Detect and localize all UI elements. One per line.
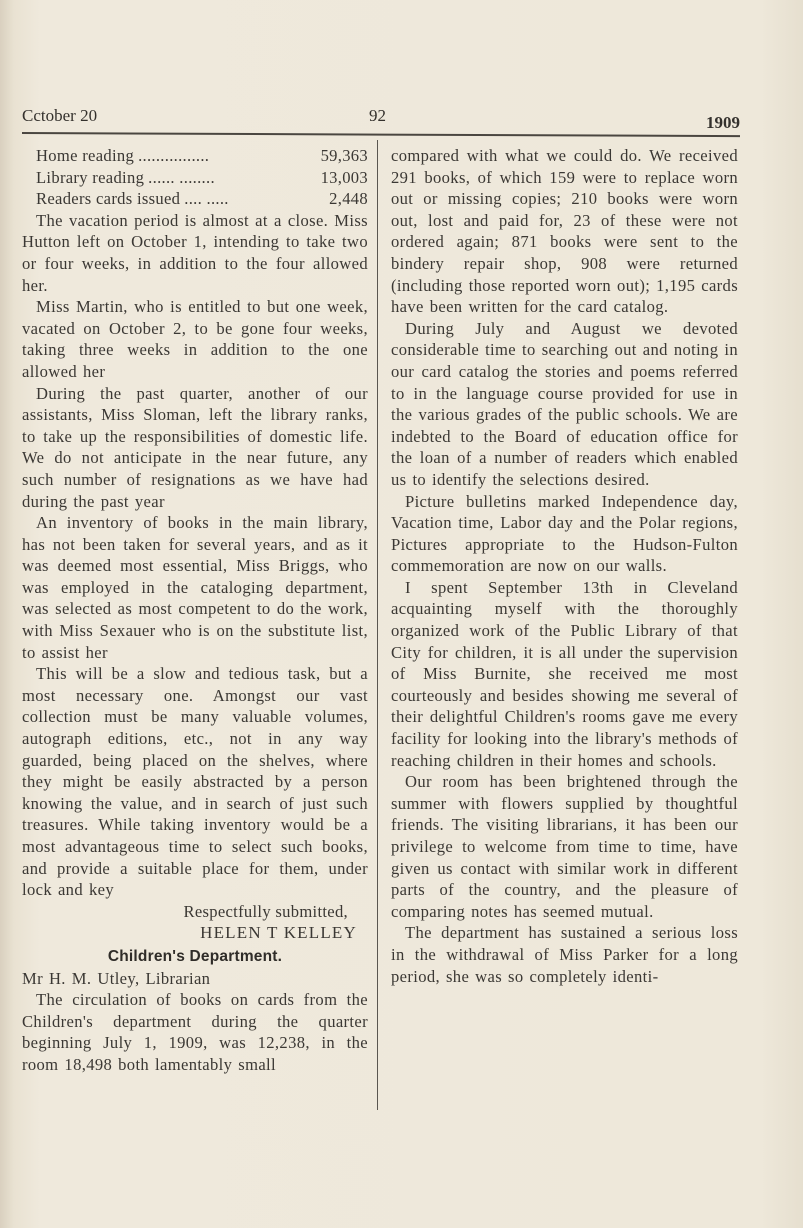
leader-dots: ................ — [138, 146, 210, 165]
page-number: 92 — [369, 106, 386, 125]
left-column — [22, 145, 368, 1076]
header-year: 1909 — [706, 113, 740, 132]
paragraph: The vacation period is almost at a close. Miss Hutton left on October 1, intending to take two or four weeks, in addition to the four allowed her. — [22, 210, 368, 295]
header-rule — [22, 132, 740, 137]
stat-row-home-reading — [22, 145, 368, 167]
stat-label: Home reading — [36, 146, 135, 165]
header-date: Cctober 20 — [22, 106, 98, 125]
running-header — [22, 100, 740, 132]
paragraph: I spent September 13th in Cleveland acquainting myself with the thoroughly organized work of the Public Library of that City for children, it is all under the supervision of Miss Burnite, she received me most courteously and besides showing me several of their delightful Children's rooms gave me every facility for looking into the library's methods of reaching children in their homes and schools. — [391, 577, 738, 770]
stat-label: Library reading — [36, 167, 145, 187]
paragraph: This will be a slow and tedious task, but a most necessary one. Amongst our vast collection must be many valuable volumes, autograph editions, etc., not in any way guarded, being placed on the shelves, where they might be easily abstracted by a person knowing the value, and in search of just such treasures. While taking inventory would be a most advantageous time to select such books, and provide a suitable place for them, under lock and key — [22, 664, 368, 900]
paragraph: Our room has been brightened through the summer with flowers supplied by thoughtful friends. The visiting librarians, it has been our privilege to welcome from time to time, have given us contact with similar work in different parts of the country, and the pleasure of comparing notes has seemed mutual. — [391, 772, 738, 921]
stat-value: 2,448 — [329, 189, 368, 209]
stat-value: 13,003 — [320, 167, 368, 187]
stat-row-readers-cards — [22, 188, 368, 210]
paragraph: Picture bulletins marked Independence day, Vacation time, Labor day and the Polar regions, Pictures appropriate to the Hudson-Fulton commemoration are now on our walls. — [391, 491, 738, 576]
stat-label: Readers cards issued — [36, 189, 181, 209]
section-title: Children's Department. — [107, 947, 283, 965]
leader-dots: ...... ........ — [148, 167, 215, 187]
stat-row-library-reading — [22, 167, 368, 189]
paragraph: During the past quarter, another of our assistants, Miss Sloman, left the library ranks, to take up the responsibilities of domestic life. We do not anticipate in the near future, any such number of resignations as we have had during the past year — [22, 383, 368, 511]
stat-value: 59,363 — [320, 146, 368, 165]
paragraph: The department has sustained a serious loss in the withdrawal of Miss Parker for a long period, she was so completely identi- — [391, 923, 738, 986]
right-column — [391, 145, 738, 987]
signoff: Respectfully submitted, — [183, 901, 348, 921]
salutation: Mr H. M. Utley, Librarian — [22, 968, 211, 988]
column-divider — [377, 140, 378, 1110]
paragraph: The circulation of books on cards from the Children's department during the quarter beginning July 1, 1909, was 12,238, in the room 18,498 both lamentably small — [22, 990, 368, 1074]
paragraph: compared with what we could do. We received 291 books, of which 159 were to replace worn out or missing copies; 210 books were worn out, lost and paid for, 23 of these were not ordered again; 871 books were sent to the bindery repair shop, 908 were returned (including those reported worn out); 1,195 cards have been written for the card catalog. — [391, 146, 738, 317]
paragraph: An inventory of books in the main library, has not been taken for several years, and as it was deemed most essential, Miss Briggs, who was employed in the cataloging department, was selected as most competent to do the work, with Miss Sexauer who is on the substitute list, to assist her — [22, 513, 368, 662]
signature: HELEN T KELLEY — [200, 923, 357, 943]
paragraph: During July and August we devoted considerable time to searching out and noting in our card catalog the stories and poems referred to in the language course provided for use in the various grades of the public schools. We are indebted to the Board of education office for the loan of a number of readers which enabled us to identify the selections desired. — [391, 318, 738, 489]
paragraph: Miss Martin, who is entitled to but one week, vacated on October 2, to be gone four weeks, taking three weeks in addition to the one allowed her — [22, 297, 368, 381]
leader-dots: .... ..... — [184, 189, 229, 209]
